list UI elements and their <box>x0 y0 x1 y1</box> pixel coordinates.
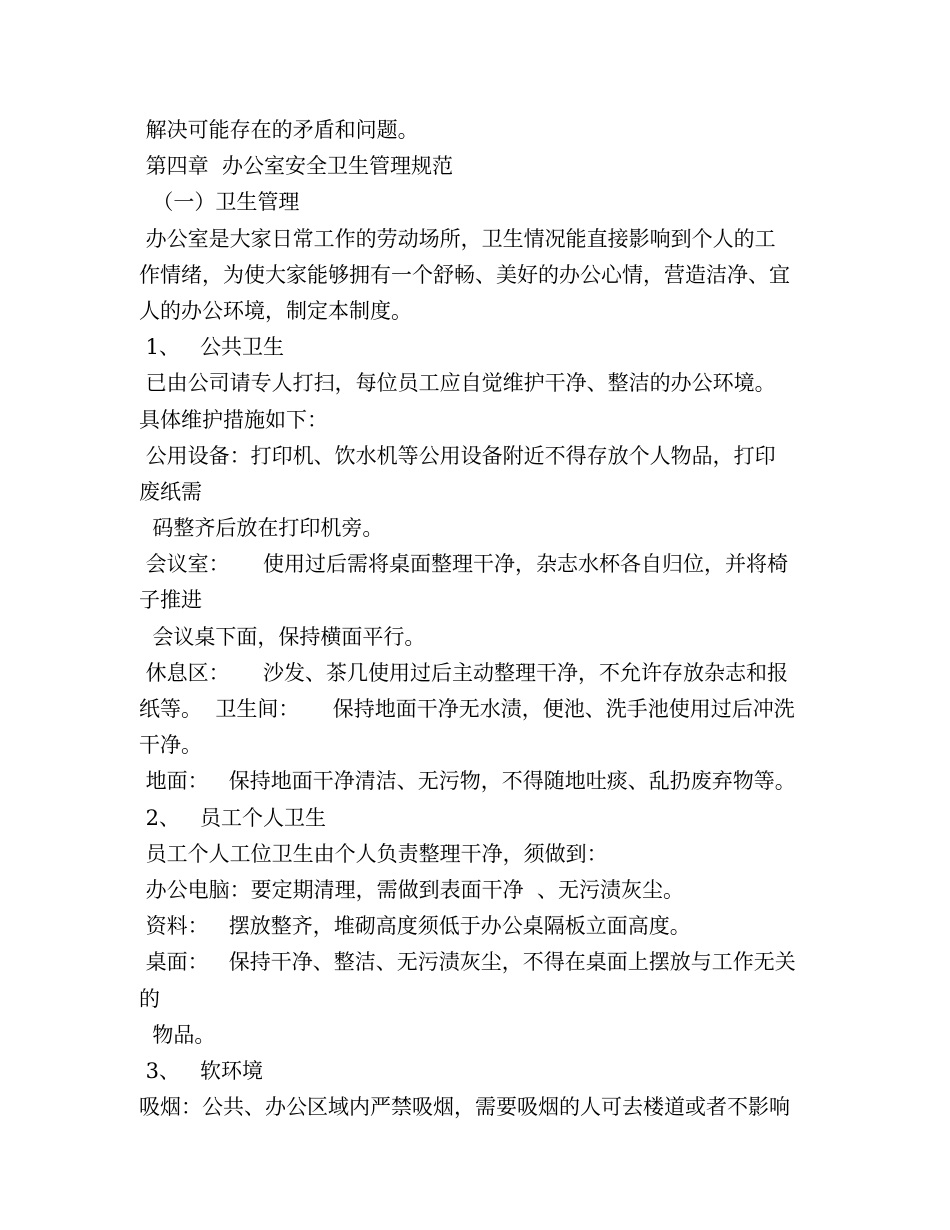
subsection-heading: 1、 公共卫生 <box>139 335 285 360</box>
text-line: 的 <box>139 986 160 1011</box>
text-line: 休息区： 沙发、茶几使用过后主动整理干净，不允许存放杂志和报 <box>139 660 789 685</box>
text-line: 地面： 保持地面干净清洁、无污物，不得随地吐痰、乱扔废弃物等。 <box>139 769 796 794</box>
text-line: 资料： 摆放整齐，堆砌高度须低于办公桌隔板立面高度。 <box>139 914 691 939</box>
text-line: 具体维护措施如下： <box>139 407 328 432</box>
text-line: 办公电脑：要定期清理，需做到表面干净 、无污渍灰尘。 <box>139 877 685 902</box>
text-line: 公用设备：打印机、饮水机等公用设备附近不得存放个人物品，打印 <box>139 443 776 468</box>
text-line: 子推进 <box>139 588 202 613</box>
text-line: 废纸需 <box>139 479 202 504</box>
text-line: 人的办公环境，制定本制度。 <box>139 298 412 323</box>
text-line: 物品。 <box>139 1022 216 1047</box>
text-line: 作情绪，为使大家能够拥有一个舒畅、美好的办公心情，营造洁净、宜 <box>139 262 790 287</box>
text-line: 会议室： 使用过后需将桌面整理干净，杂志水杯各自归位，并将椅 <box>139 552 789 577</box>
subsection-heading: 2、 员工个人卫生 <box>139 805 327 830</box>
section-heading: （一）卫生管理 <box>139 190 300 215</box>
text-line: 已由公司请专人打扫，每位员工应自觉维护干净、整洁的办公环境。 <box>139 371 776 396</box>
text-line: 干净。 <box>139 733 202 758</box>
text-line: 纸等。 卫生间： 保持地面干净无水渍，便池、洗手池使用过后冲洗 <box>139 697 795 721</box>
text-line: 码整齐后放在打印机旁。 <box>139 516 384 541</box>
text-line: 桌面： 保持干净、整洁、无污渍灰尘，不得在桌面上摆放与工作无关 <box>139 950 796 975</box>
text-line: 办公室是大家日常工作的劳动场所，卫生情况能直接影响到个人的工 <box>139 226 776 251</box>
subsection-heading: 3、 软环境 <box>139 1058 264 1083</box>
document-page <box>139 112 829 1125</box>
text-line: 解决可能存在的矛盾和问题。 <box>139 118 419 142</box>
chapter-heading: 第四章 办公室安全卫生管理规范 <box>139 154 454 179</box>
text-line: 会议桌下面，保持横面平行。 <box>139 624 426 649</box>
text-line: 员工个人工位卫生由个人负责整理干净，须做到： <box>139 841 608 866</box>
text-line: 吸烟：公共、办公区域内严禁吸烟，需要吸烟的人可去楼道或者不影响 <box>139 1095 790 1120</box>
